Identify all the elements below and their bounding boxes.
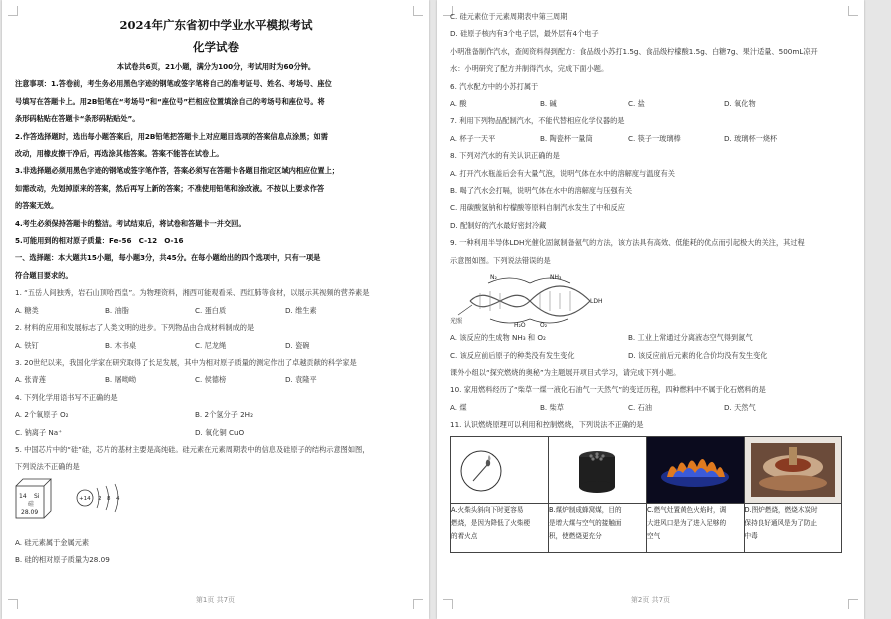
- q11-figure-table: [450, 436, 842, 553]
- note-line: 的答案无效。: [15, 201, 59, 211]
- page-footer: 第1页 共7页: [195, 596, 236, 604]
- caption-line: 空气: [647, 531, 661, 540]
- option: C. 钠离子 Na⁺: [15, 427, 63, 437]
- option: A. 2个氧原子 O₂: [15, 410, 69, 420]
- exam-page-2: [437, 0, 864, 619]
- option: C. 用碳酸氢钠和柠檬酸等原料自制汽水发生了中和反应: [450, 203, 625, 213]
- option: C. 蛋白质: [195, 305, 227, 315]
- label-nh3: NH₃: [550, 274, 562, 282]
- exam-info: 本试卷共6页，21小题，满分为100分，考试用时为60分钟。: [116, 62, 316, 71]
- question-5-cont: 下列说法不正确的是: [15, 462, 80, 472]
- ldh-process-figure: [450, 269, 610, 329]
- option: A. 杯子一天平: [450, 133, 496, 143]
- q11-caption-d: [744, 503, 842, 552]
- shell-electrons: 2: [98, 495, 102, 502]
- atom-structure: [77, 484, 120, 512]
- options-q3: [15, 371, 417, 388]
- note-line: 4.考生必须保持答题卡的整洁。考试结束后，将试卷和答题卡一并交回。: [15, 218, 246, 228]
- element-cell: [16, 479, 51, 518]
- q11-image-cell: [451, 436, 549, 503]
- section-heading: 一、选择题：本大题共15小题，每小题3分，共45分。在每小题给出的四个选项中，只有一项是: [15, 253, 321, 263]
- option: B. 木书桌: [105, 340, 137, 350]
- question-6: 6. 汽水配方中的小苏打属于: [450, 81, 539, 91]
- text-line: 水：小明研究了配方并制得汽水，完成下面小题。: [450, 64, 609, 74]
- caption-line: A.火柴头斜向下时更容易: [451, 505, 524, 514]
- gas-flame-icon: [647, 437, 743, 503]
- option: B. 柴草: [540, 402, 564, 412]
- q11-caption-a: [451, 503, 549, 552]
- silicon-element-figure: [15, 476, 417, 534]
- match-icon: [451, 437, 548, 503]
- shell-electrons: 4: [116, 495, 120, 502]
- exam-title: 2024年广东省初中学业水平模拟考试: [119, 18, 313, 32]
- label-light: 光照: [450, 318, 463, 326]
- option: A. 该反应的生成物 NH₃ 和 O₂: [450, 333, 546, 343]
- options-q9: [450, 347, 852, 364]
- caption-line: C.燃气灶置黄色火焰时，调: [647, 505, 727, 514]
- question-2: 2. 材料的应用和发展标志了人类文明的进步。下列物品由合成材料制成的是: [15, 323, 255, 333]
- section-heading: 符合题目要求的。: [15, 270, 73, 280]
- options-q6: [450, 95, 852, 112]
- options-q4: [15, 424, 417, 441]
- caption-line: 的着火点: [451, 531, 478, 540]
- option: C. 盐: [628, 99, 645, 109]
- note-line: 注意事项：1.答卷前，考生务必用黑色字迹的钢笔或签字笔将自己的准考证号、姓名、考场号、座位: [15, 79, 332, 89]
- option: A. 打开汽水瓶盖后会有大量气泡，说明气体在水中的溶解度与温度有关: [450, 168, 675, 178]
- options-q1: [15, 302, 417, 319]
- option: C. 尼龙绳: [195, 340, 227, 350]
- note-line: 5.可能用到的相对原子质量：Fe-56 C-12 O-16: [15, 236, 184, 246]
- label-ldh: LDH: [590, 298, 603, 306]
- caption-line: D.图炉燃烧，燃烧木炭时: [744, 505, 818, 514]
- option: C. 侯德榜: [195, 375, 227, 385]
- label-h2o: H₂O: [514, 322, 526, 330]
- options-q7: [450, 130, 852, 147]
- question-9-cont: 示意图如图。下列说法错误的是: [450, 255, 551, 265]
- q11-caption-b: [549, 503, 647, 552]
- option: A. 铁钉: [15, 340, 39, 350]
- question-10: 10. 家用燃料经历了“柴草一煤一液化石油气一天然气”的变迁历程，四种燃料中不属于化石燃料的是: [450, 385, 766, 395]
- option: B. 喝了汽水会打嗝，说明气体在水中的溶解度与压强有关: [450, 186, 633, 196]
- q11-image-cell: [549, 436, 647, 503]
- note-line: 条形码粘贴在答题卡“条形码粘贴处”。: [15, 114, 140, 124]
- option: D. 该反应前后元素的化合价均没有发生变化: [628, 350, 768, 360]
- shell-electrons: 8: [107, 495, 111, 502]
- option: D. 维生素: [285, 305, 317, 315]
- label-n2: N₂: [490, 274, 497, 282]
- caption-line: 燃烧，是因为降低了火柴梗: [451, 518, 531, 527]
- option: C. 该反应前后原子的种类没有发生变化: [450, 350, 575, 360]
- option: B. 工业上常通过分离液态空气得到氮气: [628, 333, 753, 343]
- note-line: 号填写在答题卡上。用2B铅笔在“考场号”和“座位号”栏相应位置填涂自己的考场号和座位号。将: [15, 96, 325, 106]
- caption-line: 中毒: [744, 531, 758, 540]
- silicon-diagram: [15, 476, 145, 534]
- note-line: 改动，用橡皮擦干净后，再选涂其他答案。答案不能答在试卷上。: [15, 149, 224, 159]
- question-3: 3. 20世纪以来，我国化学家在研究取得了长足发展，其中为相对原子质量的测定作出了卓越贡献的科学家是: [15, 357, 357, 367]
- question-8: 8. 下列对汽水的有关认识正确的是: [450, 151, 560, 161]
- page-footer: 第2页 共7页: [630, 596, 671, 604]
- option: B. 2个氢分子 2H₂: [195, 410, 253, 420]
- options-q9: [450, 329, 852, 346]
- option: A. 糖类: [15, 305, 39, 315]
- question-4: 4. 下列化学用语书写不正确的是: [15, 392, 118, 402]
- option: D. 配制好的汽水最好密封冷藏: [450, 220, 547, 230]
- question-11: 11. 认识燃烧原理可以利用和控制燃烧，下列说法不正确的是: [450, 420, 644, 430]
- options-q10: [450, 399, 852, 416]
- options-q2: [15, 337, 417, 354]
- option: D. 氧化铜 CuO: [195, 427, 245, 437]
- option: D. 瓷碗: [285, 340, 310, 350]
- question-9: 9. 一种利用半导体LDH光催化固氮制备氨气的方法，该方法具有高效、低能耗的优点而引起极大的关注，其过程: [450, 238, 805, 248]
- option: D. 氧化物: [724, 99, 756, 109]
- option: D. 玻璃杯一烧杯: [724, 133, 778, 143]
- q11-caption-c: [647, 503, 745, 552]
- caption-line: 积，使燃烧更充分: [549, 531, 602, 540]
- label-o2: O₂: [540, 322, 548, 330]
- option: B. 陶瓷杯一量筒: [540, 133, 593, 143]
- option: B. 碱: [540, 99, 557, 109]
- caption-line: 保持良好通风是为了防止: [744, 518, 818, 527]
- honeycomb-coal-icon: [549, 437, 646, 503]
- option: B. 硅的相对原子质量为28.09: [15, 555, 110, 565]
- caption-line: B.煤炉制成蜂窝煤，目的: [549, 505, 622, 514]
- exam-subtitle: 化学试卷: [193, 40, 239, 54]
- atomic-number: 14: [19, 492, 27, 500]
- option: D. 天然气: [724, 402, 756, 412]
- caption-line: 是增大煤与空气的接触面: [549, 518, 622, 527]
- element-name: 硅: [28, 500, 35, 508]
- option: C. 石油: [628, 402, 652, 412]
- q11-image-cell: [647, 436, 745, 503]
- option: A. 张青莲: [15, 375, 46, 385]
- atomic-mass: 28.09: [21, 508, 39, 516]
- text-line: 课外小组以“探究燃烧的奥秘”为主题展开项目式学习，请完成下列小题。: [450, 367, 681, 377]
- option: A. 煤: [450, 402, 467, 412]
- option: D. 袁隆平: [285, 375, 317, 385]
- option: B. 油脂: [105, 305, 129, 315]
- text-line: D. 硅原子核内有3个电子层，最外层有4个电子: [450, 29, 599, 39]
- element-symbol: Si: [34, 492, 40, 500]
- q11-image-cell: [744, 436, 842, 503]
- text-line: C. 硅元素位于元素周期表中第三周期: [450, 12, 568, 21]
- nucleus-charge: +14: [79, 495, 91, 502]
- note-line: 2.作答选择题时，选出每小题答案后，用2B铅笔把答题卡上对应题目选项的答案信息点涂黑；如需: [15, 131, 328, 141]
- note-line: 如需改动，先划掉原来的答案，然后再写上新的答案；不准使用铅笔和涂改液。不按以上要求作答: [15, 183, 325, 193]
- question-1: 1. “五岳人间独秀，岩石山顶哈西皇”。为物理资料，湘西可能观看采、西红肺等食材，以展示其视频的营养素是: [15, 288, 370, 298]
- option: B. 屠呦呦: [105, 375, 137, 385]
- question-5: 5. 中国芯片中的“硅”硅，芯片的基材主要是高纯硅。硅元素在元素周期表中的信息及硅原子的结构示意图如图，: [15, 444, 370, 454]
- note-line: 3.非选择题必须用黑色字迹的钢笔或签字笔作答，答案必须写在答题卡各题目指定区域内相应位置上；: [15, 166, 339, 176]
- text-line: 小明准备制作汽水，查阅资料得到配方：食品级小苏打1.5g、食品级柠檬酸1.5g、白糖7g、果汁适量、500mL凉开: [450, 46, 818, 56]
- question-7: 7. 利用下列物品配制汽水，不能代替相应化学仪器的是: [450, 116, 625, 126]
- caption-line: 大进风口是为了进入足够的: [647, 518, 727, 527]
- option: A. 硅元素属于金属元素: [15, 537, 90, 547]
- hotpot-charcoal-icon: [745, 437, 841, 503]
- option: C. 筷子一玻璃棒: [628, 133, 681, 143]
- option: A. 酸: [450, 99, 467, 109]
- options-q4: [15, 406, 417, 423]
- ldh-diagram: [450, 269, 852, 329]
- exam-page-1: [2, 0, 429, 619]
